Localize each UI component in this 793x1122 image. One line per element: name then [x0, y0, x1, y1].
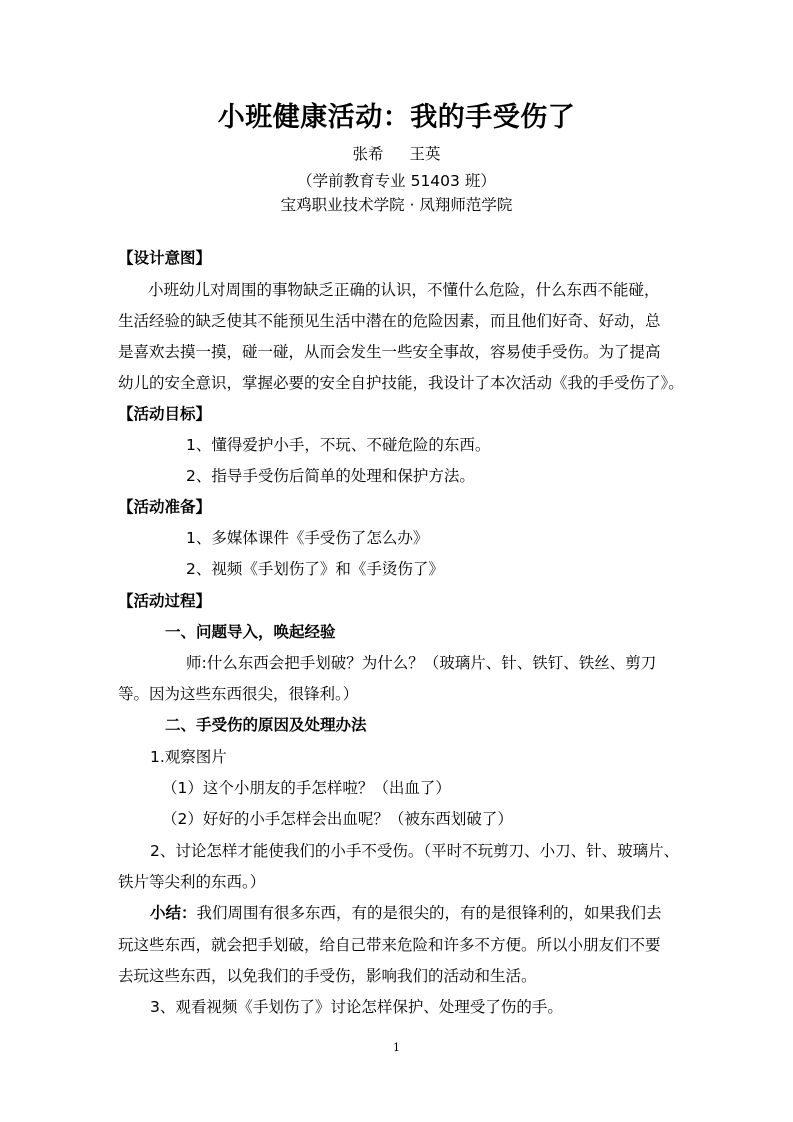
discuss-line-2: 铁片等尖利的东西。） — [118, 873, 266, 891]
class-info: （学前教育专业 51403 班） — [297, 172, 496, 190]
prep-heading: 【活动准备】 — [118, 498, 212, 516]
page-number: 1 — [393, 1041, 400, 1054]
process-heading: 【活动过程】 — [118, 592, 212, 610]
section-1-title: 一、问题导入，唤起经验 — [165, 623, 336, 641]
prep-item-2: 2、视频《手划伤了》和《手烫伤了》 — [186, 560, 444, 578]
section-1-line-1: 师:什么东西会把手划破？为什么？（玻璃片、针、铁钉、铁丝、剪刀 — [186, 654, 657, 672]
design-line-1: 小班幼儿对周围的事物缺乏正确的认识，不懂什么危险，什么东西不能碰， — [148, 281, 660, 299]
goal-item-1: 1、懂得爱护小手，不玩、不碰危险的东西。 — [186, 436, 491, 454]
section-1-line-2: 等。因为这些东西很尖，很锋利。） — [118, 685, 359, 703]
section-2-title: 二、手受伤的原因及处理办法 — [165, 716, 367, 734]
design-line-4: 幼儿的安全意识，掌握必要的安全自护技能，我设计了本次活动《我的手受伤了》。 — [118, 374, 684, 392]
prep-item-1: 1、多媒体课件《手受伤了怎么办》 — [186, 529, 429, 547]
summary-line-1 — [150, 902, 662, 924]
watch-video: 3、观看视频《手划伤了》讨论怎样保护、处理受了伤的手。 — [150, 998, 563, 1016]
observe-pictures: 1.观察图片 — [150, 748, 227, 766]
question-2: （2）好好的小手怎样会出血呢？（被东西划破了） — [162, 810, 513, 828]
document-title: 小班健康活动：我的手受伤了 — [217, 102, 576, 133]
author-2: 王英 — [409, 145, 441, 163]
goals-heading: 【活动目标】 — [118, 405, 212, 423]
summary-line-3: 去玩这些东西，以免我们的手受伤，影响我们的活动和生活。 — [118, 967, 537, 985]
author-1: 张希 — [352, 145, 384, 163]
school-name: 宝鸡职业技术学院 · 凤翔师范学院 — [280, 196, 513, 214]
design-heading: 【设计意图】 — [118, 249, 212, 267]
discuss-line-1: 2、讨论怎样才能使我们的小手不受伤。（平时不玩剪刀、小刀、针、玻璃片、 — [150, 842, 680, 860]
summary-line-2: 玩这些东西，就会把手划破，给自己带来危险和许多不方便。所以小朋友们不要 — [118, 936, 661, 954]
summary-text-1: 我们周围有很多东西，有的是很尖的，有的是很锋利的，如果我们去 — [196, 904, 662, 922]
summary-label: 小结： — [150, 904, 197, 922]
goal-item-2: 2、指导手受伤后简单的处理和保护方法。 — [186, 467, 475, 485]
design-line-2: 生活经验的缺乏使其不能预见生活中潜在的危险因素，而且他们好奇、好动，总 — [118, 312, 661, 330]
design-line-3: 是喜欢去摸一摸，碰一碰，从而会发生一些安全事故，容易使手受伤。为了提高 — [118, 343, 661, 361]
question-1: （1）这个小朋友的手怎样啦？（出血了） — [162, 779, 451, 797]
authors — [0, 143, 793, 165]
